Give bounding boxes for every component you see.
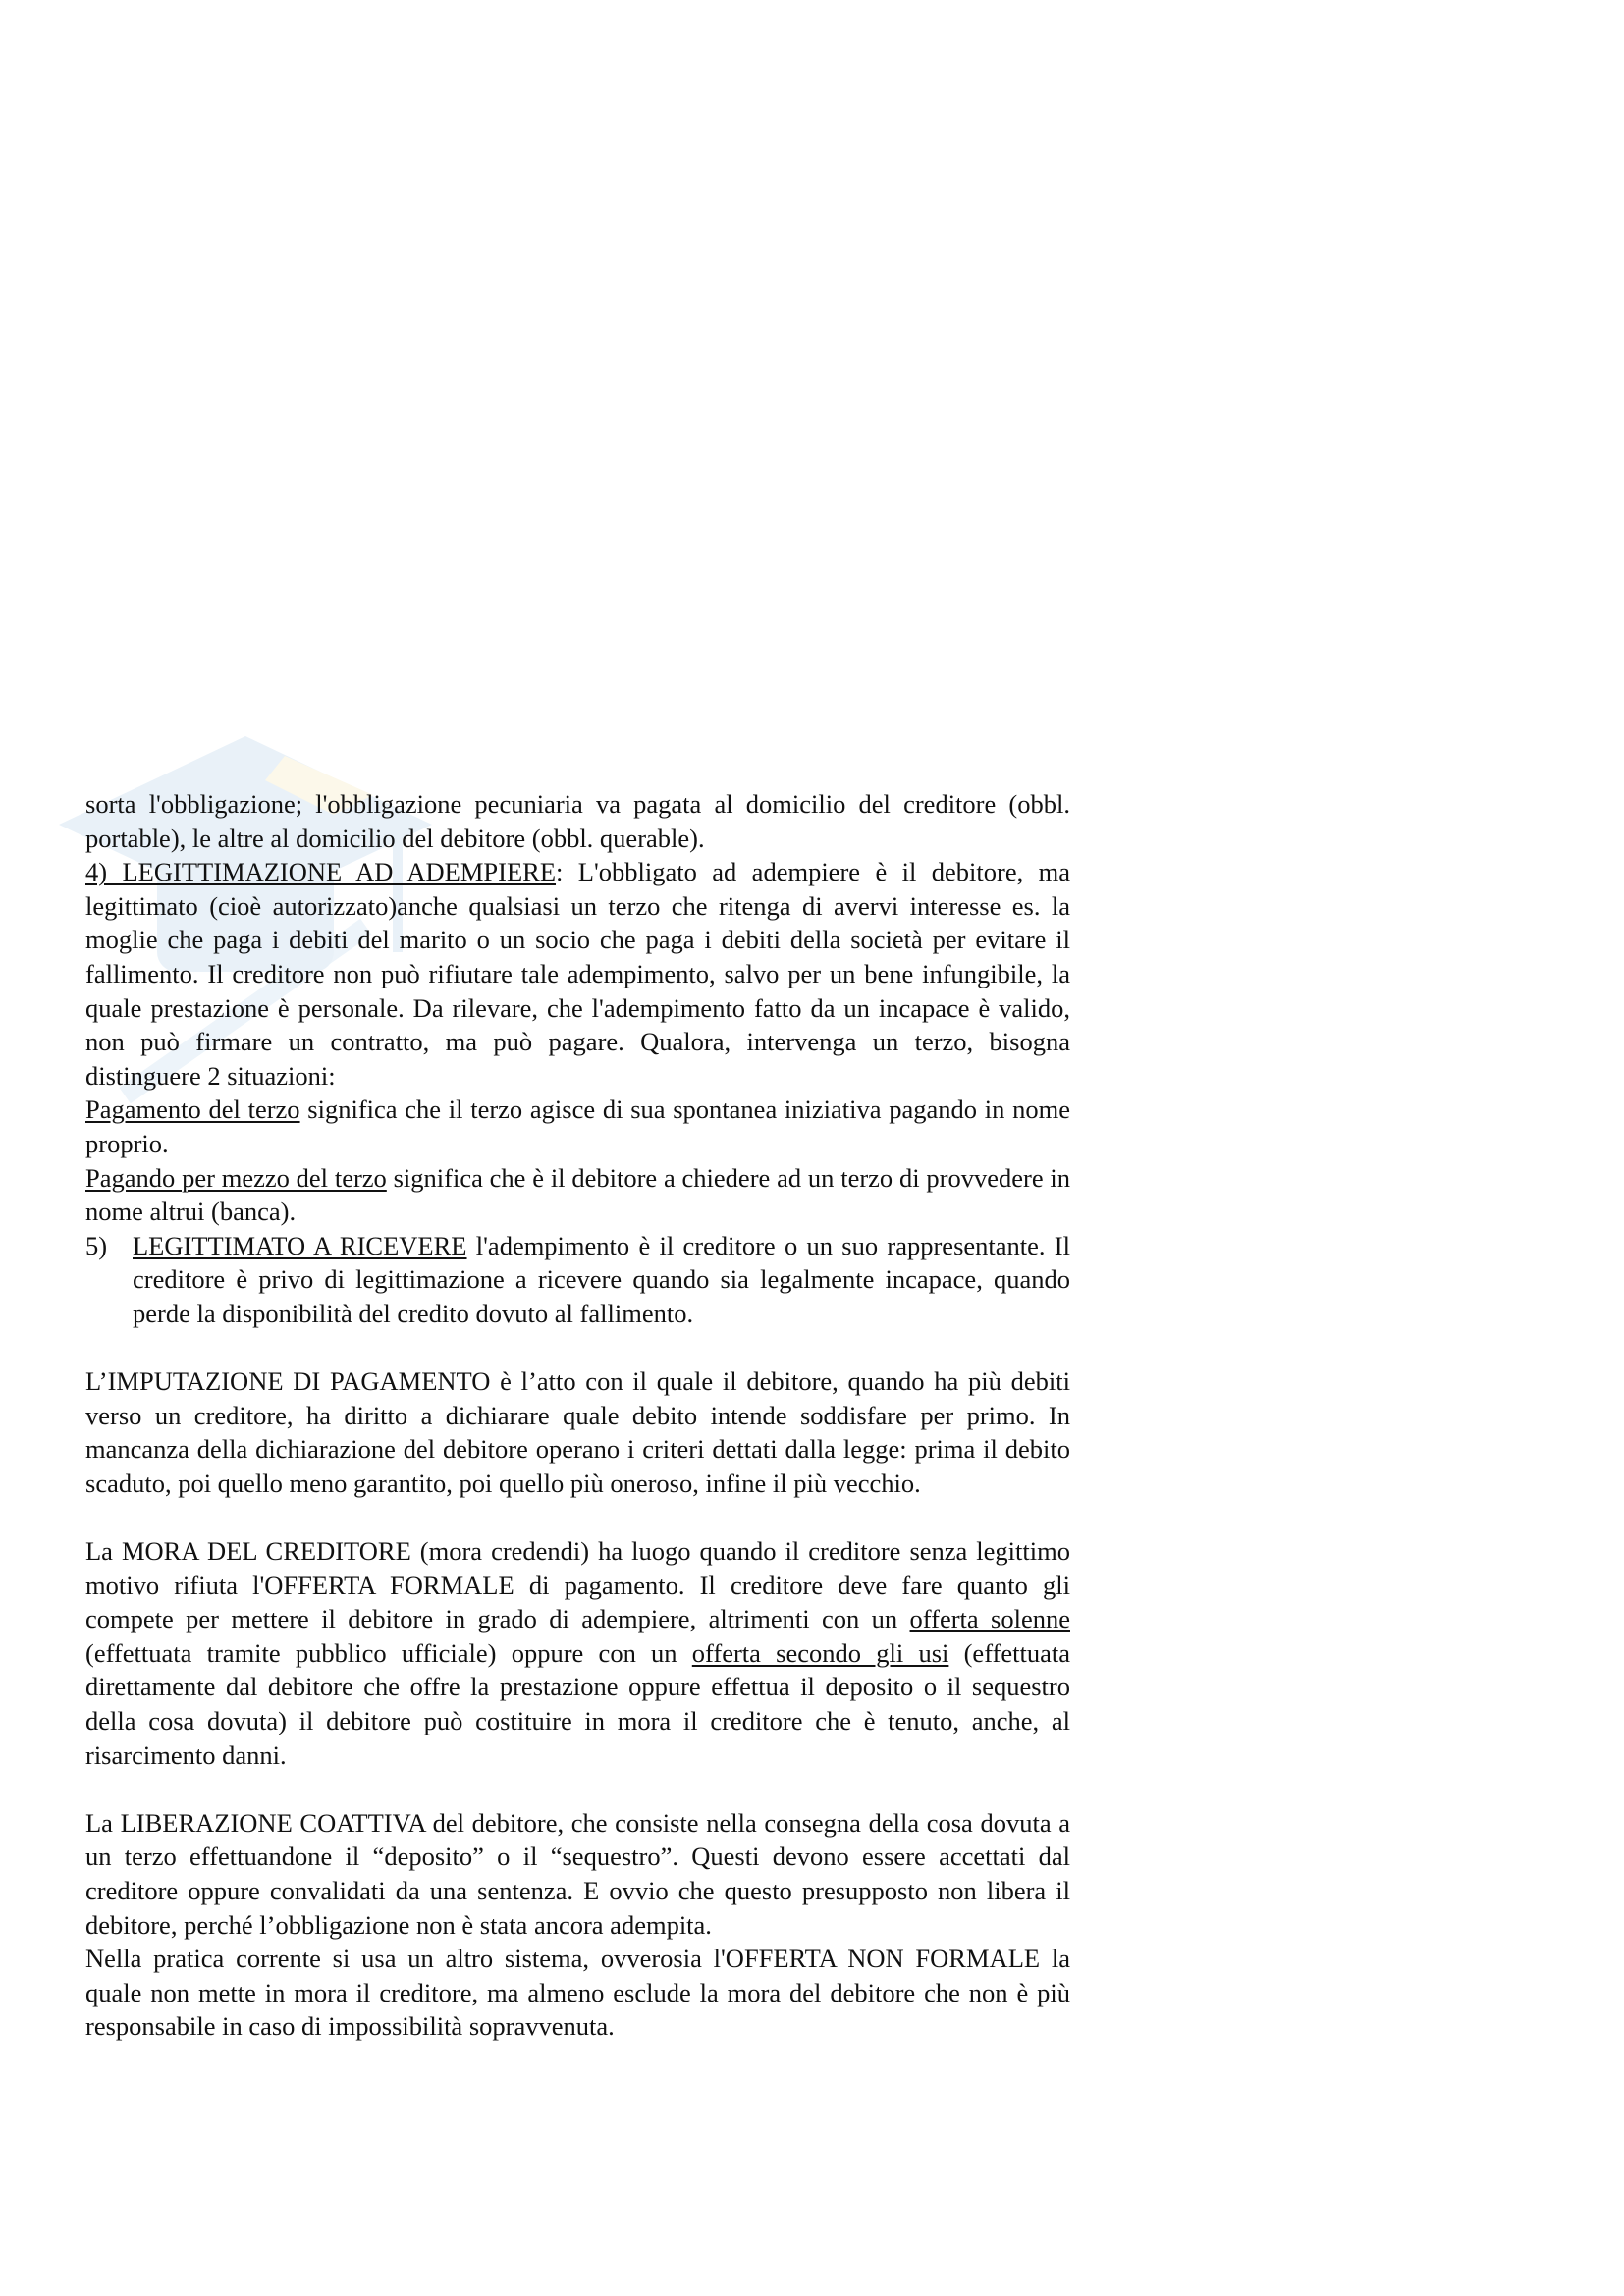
text-legittimato-ricevere: l'adempimento è il creditore o un suo rappresentante. Il creditore è privo di legittimazione a ricevere quando sia legalmente incapace, quando perde la disponibilità del credito dovuto al fallimento. xyxy=(133,1230,1070,1328)
heading-pagamento-terzo: Pagamento del terzo xyxy=(85,1095,300,1125)
paragraph-imputazione-pagamento: L’IMPUTAZIONE DI PAGAMENTO è l’atto con il quale il debitore, quando ha più debiti verso un creditore, ha diritto a dichiarare quale debito intende soddisfare per primo. In mancanza della dichiarazione del debitore operano i criteri dettati dalla legge: prima il debito scaduto, poi quello meno garantito, poi quello più oneroso, infine il più vecchio. xyxy=(85,1366,1070,1498)
text-mora-c: (effettuata direttamente dal debitore che offre la prestazione oppure effettua il deposito o il sequestro della cosa dovuta) il debitore può costituire in mora il creditore che è tenuto, anche, al risarcimento danni. xyxy=(85,1637,1070,1770)
paragraph-pagamento-terzo xyxy=(85,1093,1070,1160)
text-pagamento-terzo: significa che il terzo agisce di sua spontanea iniziativa pagando in nome proprio. xyxy=(85,1095,1070,1158)
text-mora-a: La MORA DEL CREDITORE (mora credendi) ha luogo quando il creditore senza legittimo motivo rifiuta l'OFFERTA FORMALE di pagamento. Il creditore deve fare quanto gli compete per mettere il debitore in grado di adempiere, altrimenti con un xyxy=(85,1536,1070,1634)
paragraph-legittimazione-adempiere xyxy=(85,855,1070,1093)
paragraph-legittimato-ricevere xyxy=(133,1229,1070,1331)
text-legittimazione-adempiere: : L'obbligato ad adempiere è il debitore, ma legittimato (cioè autorizzato)anche qualsiasi un terzo che ritenga di avervi interesse es. la moglie che paga i debiti del marito o un socio che paga i debiti della società per evitare il fallimento. Il creditore non può rifiutare tale adempimento, salvo per un bene infungibile, la quale prestazione è personale. Da rilevare, che l'adempimento fatto da un incapace è valido, non può firmare un contratto, ma può pagare. Qualora, intervenga un terzo, bisogna distinguere 2 situazioni: xyxy=(85,857,1070,1091)
paragraph-pratica-corrente: Nella pratica corrente si usa un altro sistema, ovverosia l'OFFERTA NON FORMALE la quale non mette in mora il creditore, ma almeno esclude la mora del debitore che non è più responsabile in caso di impossibilità sopravvenuta. xyxy=(85,1944,1070,2042)
item-number: 5) xyxy=(85,1230,108,1260)
paragraph-pagando-mezzo-terzo xyxy=(85,1161,1070,1229)
numbered-item-legittimato-ricevere xyxy=(85,1229,1070,1331)
heading-legittimazione-adempiere: 4) LEGITTIMAZIONE AD ADEMPIERE xyxy=(85,857,557,887)
underlined-offerta-solenne: offerta solenne xyxy=(909,1604,1070,1634)
document-page xyxy=(85,787,1070,2044)
heading-legittimato-ricevere: LEGITTIMATO A RICEVERE xyxy=(133,1230,467,1260)
underlined-offerta-secondo-usi: offerta secondo gli usi xyxy=(691,1637,949,1668)
paragraph-mora-creditore xyxy=(85,1534,1070,1772)
paragraph-carryover: sorta l'obbligazione; l'obbligazione pecuniaria va pagata al domicilio del creditore (obbl. portable), le altre al domicilio del debitore (obbl. querable). xyxy=(85,789,1070,853)
heading-pagando-mezzo-terzo: Pagando per mezzo del terzo xyxy=(85,1162,387,1193)
text-mora-b: (effettuata tramite pubblico ufficiale) oppure con un xyxy=(85,1637,692,1668)
text-pagando-mezzo-terzo: significa che è il debitore a chiedere ad un terzo di provvedere in nome altrui (banca). xyxy=(85,1162,1070,1227)
paragraph-liberazione-coattiva: La LIBERAZIONE COATTIVA del debitore, che consiste nella consegna della cosa dovuta a un terzo effettuandone il “deposito” o il “sequestro”. Questi devono essere accettati dal creditore oppure convalidati da una sentenza. E ovvio che questo presupposto non libera il debitore, perché l’obbligazione non è stata ancora adempita. xyxy=(85,1807,1070,1940)
paragraph-spacer xyxy=(85,1331,1070,1365)
paragraph-spacer xyxy=(85,1500,1070,1534)
paragraph-spacer xyxy=(85,1772,1070,1806)
